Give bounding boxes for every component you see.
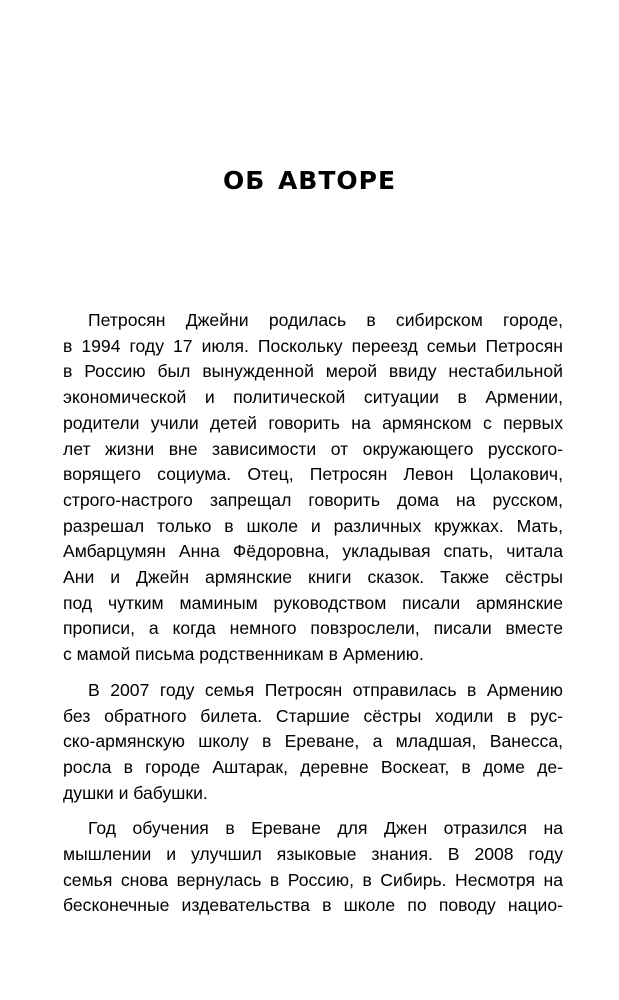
paragraph-spacer: [63, 668, 563, 678]
paragraph-1: [63, 308, 563, 668]
text-line: лет жизни вне зависимости от окружающего русского-: [63, 438, 563, 459]
text-line: душки и бабушки.: [63, 782, 208, 803]
text-line: Петросян Джейни родилась в сибирском городе,: [88, 310, 563, 330]
text-line: ско-армянскую школу в Ереване, а младшая, Ванесса,: [63, 731, 563, 752]
text-line: семья снова вернулась в Россию, в Сибирь. Несмотря на: [63, 869, 563, 890]
text-line: мышлении и улучшил языковые знания. В 2008 году: [63, 844, 563, 865]
text-line: экономической и политической ситуации в Армении,: [63, 387, 563, 408]
text-line: без обратного билета. Старшие сёстры ходили в рус-: [63, 705, 563, 726]
text-line: в 1994 году 17 июля. Поскольку переезд семьи Петросян: [63, 335, 563, 356]
text-line: ворящего социума. Отец, Петросян Левон Цолакович,: [63, 464, 563, 485]
text-line: Год обучения в Ереване для Джен отразился на: [88, 818, 563, 839]
text-line: прописи, а когда немного повзрослели, писали вместе: [63, 618, 563, 639]
text-line: строго-настрого запрещал говорить дома на русском,: [63, 489, 563, 510]
text-line: разрешал только в школе и различных кружках. Мать,: [63, 515, 563, 536]
paragraph-spacer: [63, 806, 563, 816]
text-line: В 2007 году семья Петросян отправилась в Армению: [88, 679, 563, 700]
text-line: в Россию был вынужденной мерой ввиду нестабильной: [63, 361, 563, 382]
text-line: бесконечные издевательства в школе по поводу нацио-: [63, 895, 563, 916]
text-line: Амбарцумян Анна Фёдоровна, укладывая спать, читала: [63, 541, 563, 562]
paragraph-3: [63, 816, 563, 919]
text-line: родители учили детей говорить на армянском с первых: [63, 412, 563, 433]
text-line: Ани и Джейн армянские книги сказок. Также сёстры: [63, 567, 563, 588]
text-line: с мамой письма родственникам в Армению.: [63, 644, 424, 665]
body-text: [63, 308, 563, 919]
paragraph-2: [63, 678, 563, 807]
text-line: росла в городе Аштарак, деревне Воскеат, в доме де-: [63, 756, 563, 777]
text-line: под чутким маминым руководством писали армянские: [63, 592, 563, 613]
page-title: ОБ АВТОРЕ: [222, 166, 397, 195]
